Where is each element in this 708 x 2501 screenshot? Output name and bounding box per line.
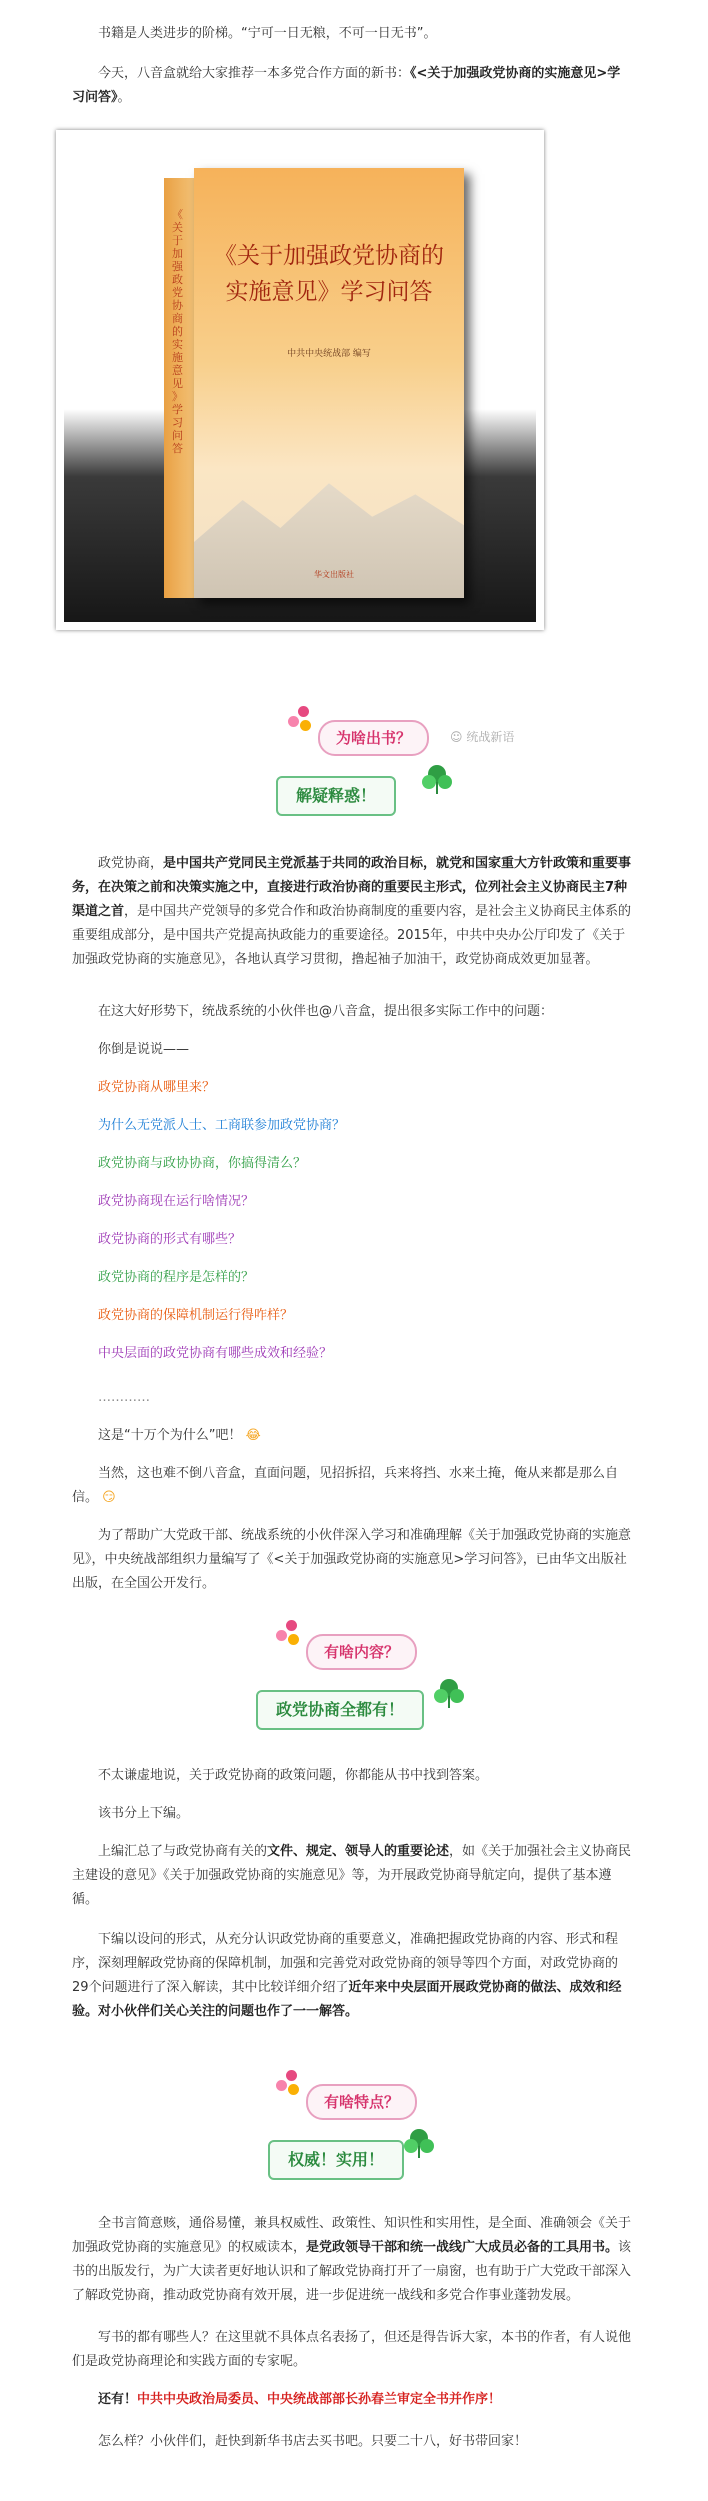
- flower-icon: [288, 706, 318, 736]
- book-front-cover: [194, 168, 464, 598]
- ellipsis-line: …………: [98, 1390, 150, 1405]
- leaf-icon: [402, 2126, 436, 2160]
- section3-p3: [72, 2388, 632, 2412]
- section2-header: [0, 1614, 708, 1744]
- book-cover-title: [194, 238, 464, 310]
- wechat-icon: ☺: [450, 730, 463, 744]
- section3-p1-c: 该书的出版发行，为广大读者更好地认识和了解政党协商打开了一扇窗，也有助于广大党政干部深入了解政党协商，推动政党协商有效开展，进一步促进统一战线和多党合作事业蓬勃发展。: [72, 2240, 632, 2303]
- question-item: 政党协商与政协协商，你搞得清么？: [98, 1156, 307, 1171]
- flower-icon: [276, 2070, 306, 2100]
- section2-p3-a: 上编汇总了与政党协商有关的: [98, 1844, 268, 1859]
- section2-p4-bold: 近年来中央层面开展政党协商的做法、成效和经验。对小伙伴们关心关注的问题也作了一一解答。: [72, 1980, 622, 2019]
- book-spine: [164, 178, 194, 598]
- book-cover-author: 中共中央统战部 编写: [287, 349, 371, 359]
- section3-p2: 写书的都有哪些人？在这里就不具体点名表扬了，但还是得告诉大家，本书的作者，有人说他们是政党协商理论和实践方面的专家呢。: [72, 2330, 632, 2369]
- section3-p1: [72, 2212, 632, 2308]
- section2-p4: [72, 1928, 632, 2024]
- leaf-icon: [420, 762, 454, 796]
- question-item: 政党协商的程序是怎样的？: [98, 1270, 255, 1285]
- section2-question-pill: 有啥内容？: [306, 1634, 417, 1670]
- section2-p3-c: ，如《关于加强社会主义协商民主建设的意见》《关于加强政党协商的实施意见》等，为开展政党协商导航定向，提供了基本遵循。: [72, 1844, 632, 1907]
- section1-p5: [72, 1462, 632, 1510]
- section3-p1-bold: 是党政领导干部和统一战线广大成员必备的工具用书。: [306, 2240, 619, 2255]
- section2-p3-bold: 文件、规定、领导人的重要论述: [267, 1844, 450, 1859]
- section1-p6: 为了帮助广大党政干部、统战系统的小伙伴深入学习和准确理解《关于加强政党协商的实施意见》，中央统战部组织力量编写了《<关于加强政党协商的实施意见>学习问答》，已由华文出版社出版，在全国公开发行。: [72, 1528, 632, 1591]
- section3-p3-red: 中共中央政治局委员、中央统战部部长孙春兰审定全书并作序！: [137, 2392, 502, 2407]
- book-cover-publisher: 华文出版社: [314, 570, 354, 579]
- section1-p1-a: 政党协商，: [98, 856, 164, 871]
- section1-header: [0, 700, 708, 830]
- section1-p1: [72, 852, 632, 972]
- section1-p4-text: 这是“十万个为什么”吧！: [98, 1428, 242, 1443]
- section3-question-pill: 有啥特点？: [306, 2084, 417, 2120]
- section2-answer-box: 政党协商全都有！: [256, 1690, 424, 1730]
- question-item: 政党协商的保障机制运行得咋样？: [98, 1308, 294, 1323]
- section3-header: [0, 2064, 708, 2194]
- flower-icon: [276, 1620, 306, 1650]
- intro-line2-end: 。: [117, 90, 131, 105]
- question-item: 政党协商的形式有哪些？: [98, 1232, 242, 1247]
- smug-emoji-icon: 😏: [102, 1490, 116, 1505]
- section3-p1-a: 全书言简意赅，通俗易懂，兼具权威性、政策性、知识性和实用性，是全面、准确领会《关于加强政党协商的实施意见》的权威读本，: [72, 2216, 632, 2255]
- section3-answer-box: 权威！实用！: [268, 2140, 404, 2180]
- section1-p2: 在这大好形势下，统战系统的小伙伴也@八音盒，提出很多实际工作中的问题：: [98, 1004, 554, 1019]
- section2-p4-a: 下编以设问的形式，从充分认识政党协商的重要意义，准确把握政党协商的内容、形式和程序，深刻理解政党协商的保障机制，加强和完善党对政党协商的领导等四个方面，对政党协商的29个问题进行了深入解读，其中比较详细介绍了: [72, 1932, 619, 1995]
- intro-line2-pre: 今天，八音盒就给大家推荐一本多党合作方面的新书：: [98, 66, 411, 81]
- section3-p3-a: 还有！: [98, 2392, 138, 2407]
- intro-line1: 书籍是人类进步的阶梯。“宁可一日无粮，不可一日无书”。: [98, 26, 437, 41]
- section1-p1-bold: 是中国共产党同民主党派基于共同的政治目标，就党和国家重大方针政策和重要事务，在决策之前和决策实施之中，直接进行政治协商的重要民主形式，位列社会主义协商民主7种渠道之首: [72, 856, 632, 919]
- section2-p1: 不太谦虚地说，关于政党协商的政策问题，你都能从书中找到答案。: [98, 1768, 489, 1783]
- question-item: 政党协商现在运行啥情况？: [98, 1194, 255, 1209]
- section1-p1-c: ，是中国共产党领导的多党合作和政治协商制度的重要内容，是社会主义协商民主体系的重要组成部分，是中国共产党提高执政能力的重要途径。2015年，中共中央办公厅印发了《关于加强政党协商的实施意见》，各地认真学习贯彻，撸起袖子加油干，政党协商成效更加显著。: [72, 904, 632, 967]
- book-cover-title-line2: 实施意见》学习问答: [225, 279, 433, 305]
- question-item: 为什么无党派人士、工商联参加政党协商？: [98, 1118, 346, 1133]
- section1-p5-text: 当然，这也难不倒八音盒，直面问题，见招拆招，兵来将挡、水来土掩，俺从来都是那么自信。: [72, 1466, 619, 1505]
- section2-p2: 该书分上下编。: [98, 1806, 190, 1821]
- intro-book-title: 《<关于加强政党协商的实施意见>学习问答》: [72, 66, 621, 105]
- section2-p3: [72, 1840, 632, 1912]
- section1-question-pill: 为啥出书？: [318, 720, 429, 756]
- book-photo-background: [64, 138, 536, 622]
- watermark-text: 统战新语: [466, 730, 515, 744]
- section1-answer-box: 解疑释惑！: [276, 776, 396, 816]
- book-cover-title-line1: 《关于加强政党协商的: [214, 243, 444, 269]
- section1-p3: 你倒是说说——: [98, 1042, 190, 1057]
- question-item: 政党协商从哪里来？: [98, 1080, 216, 1095]
- section1-p4: [72, 1424, 632, 1448]
- intro-line2: [72, 62, 632, 110]
- book-spine-text: 《关于加强政党协商的实施意见》学习问答: [172, 208, 183, 455]
- leaf-icon: [432, 1676, 466, 1710]
- grin-emoji-icon: 😂: [245, 1428, 261, 1443]
- section3-p4: 怎么样？小伙伴们，赶快到新华书店去买书吧。只要二十八，好书带回家！: [98, 2434, 528, 2449]
- question-item: 中央层面的政党协商有哪些成效和经验？: [98, 1346, 333, 1361]
